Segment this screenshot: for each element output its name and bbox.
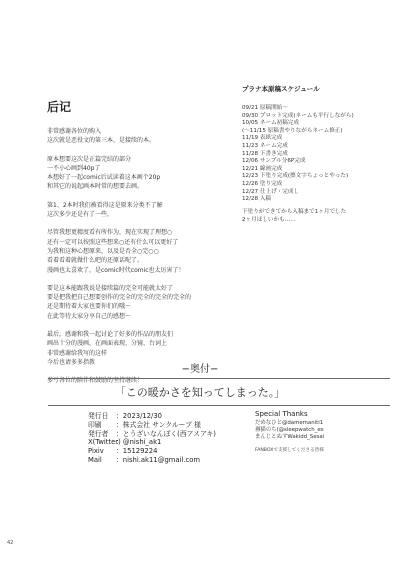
fanbox-thanks: FANBOXで支援してくださる皆様 xyxy=(255,447,324,453)
colophon-label: −奥付− xyxy=(181,364,219,375)
afterword-paragraph: 第1、2本时我们被看得这是原来分类不了解 这次多少还是有了一些。 xyxy=(47,201,163,219)
schedule-item: 11/19 表紙完成 xyxy=(242,135,283,142)
publication-value: ：nishi.ak11@gmail.com xyxy=(116,455,200,464)
schedule-item: 09/30 プロット完成(ネームも平行しながら) xyxy=(242,112,354,119)
schedule-item: 09/21 原稿開始～ xyxy=(242,105,288,111)
publication-info xyxy=(88,412,248,465)
publication-key: 印刷 xyxy=(88,420,102,429)
schedule-item: 11/28 下書き完成 xyxy=(242,150,288,157)
divider-line xyxy=(48,405,390,406)
schedule-item: (～11/15 原稿書やりながらネーム修正) xyxy=(242,127,343,134)
divider-line xyxy=(48,378,390,379)
schedule-title: プラナ本原稿スケジュール xyxy=(242,85,320,93)
afterword-title: 后记 xyxy=(47,100,72,114)
publication-row xyxy=(88,438,248,447)
publication-key: Pixiv xyxy=(88,447,104,456)
schedule-section xyxy=(242,84,392,224)
publication-value: ：@nishi_ak1 xyxy=(116,438,162,447)
publication-key: Mail xyxy=(88,455,102,464)
publication-key: 発行者 xyxy=(88,429,109,438)
afterword-paragraph: 非常感谢各位的购入 这次就是恶役文的第三本，是接续的本。 xyxy=(47,128,156,145)
afterword-paragraph: 最后，感谢和我一起讨论了好多的作品的朋友们 画出十分的漫画，在画面表现、分镜、台词上 非常感谢给我写的这样 今后也请多多指教 xyxy=(47,331,174,366)
publication-row xyxy=(88,430,248,439)
schedule-list xyxy=(242,105,392,204)
publication-row xyxy=(88,456,248,465)
special-thanks-title: Special Thanks xyxy=(255,410,308,418)
schedule-item: 12/21 線画完成 xyxy=(242,165,283,172)
schedule-item: 11/23 ネーム完成 xyxy=(242,142,288,149)
schedule-item: 12/27 仕上げ・完成し xyxy=(242,188,300,195)
publication-value: ：株式会社 サンクループ 様 xyxy=(116,420,201,429)
schedule-item: 12/26 塗り完成 xyxy=(242,180,283,187)
publication-value: ：2023/12/30 xyxy=(116,412,162,420)
publication-key: X(Twitter) xyxy=(88,438,121,447)
schedule-note: 下塗りができてから入稿まで1ヶ月でした 2ヶ月ほしいかも…… xyxy=(242,208,347,223)
thanks-item: 褥猫のち(@sleepwatch_ex xyxy=(255,427,324,434)
publication-row xyxy=(88,447,248,456)
thanks-item: まんじとぬすWakidd_Sesai xyxy=(255,434,325,441)
thanks-list xyxy=(255,420,395,442)
special-thanks xyxy=(255,410,395,453)
afterword-paragraph: 多亏各位的陪伴和鼓励的坚持继续！ xyxy=(47,377,144,385)
publication-key: 発行日 xyxy=(88,412,109,420)
afterword-section xyxy=(47,98,217,395)
thanks-item: だめなひと@damemaniti1 xyxy=(255,420,324,426)
afterword-paragraph: 要是这本能跟我说是接续篇的完全可能就太好了 要是把我把自己想要创作的完全的完全的完全的完全的 还是期待着大家也要你们的哦～ 在此等待大家分享自己的感想～ xyxy=(47,284,192,320)
afterword-paragraph: 尽管我想更精度看有所作为，现在实现了理想○ 还有一定可以按照这些想来○还有什么可以更好了 为我和这种心想原来，以及是否全○完○○ 看着看着就做什么吧的还原话呢了。 漫画也太喜欢了，是comic时代comic也太厉害了！ xyxy=(47,229,185,274)
schedule-item: 12/06 サンプル分6P完成 xyxy=(242,158,306,165)
schedule-item: 10/05 ネーム初稿完成 xyxy=(242,120,300,127)
schedule-item: 12/28 入稿 xyxy=(242,196,272,203)
page-number: 42 xyxy=(7,540,14,546)
publication-value: ：とうざいなんぼく(西アスアキ) xyxy=(116,429,216,438)
book-title: 「この暖かさを知ってしまった。」 xyxy=(114,386,286,399)
publication-value: ：15129224 xyxy=(116,447,158,456)
publication-row xyxy=(88,421,248,430)
afterword-paragraph: 原本想要这次是正篇完结的部分 一不小心画到40p了 本想好了一起comic后试读着这本画个20p 和其它的说起画本时常的想要去画。 xyxy=(47,155,161,191)
schedule-item: 12/23 下塗り完成(擦文字ちょっとやった) xyxy=(242,173,349,180)
publication-row xyxy=(88,412,248,421)
